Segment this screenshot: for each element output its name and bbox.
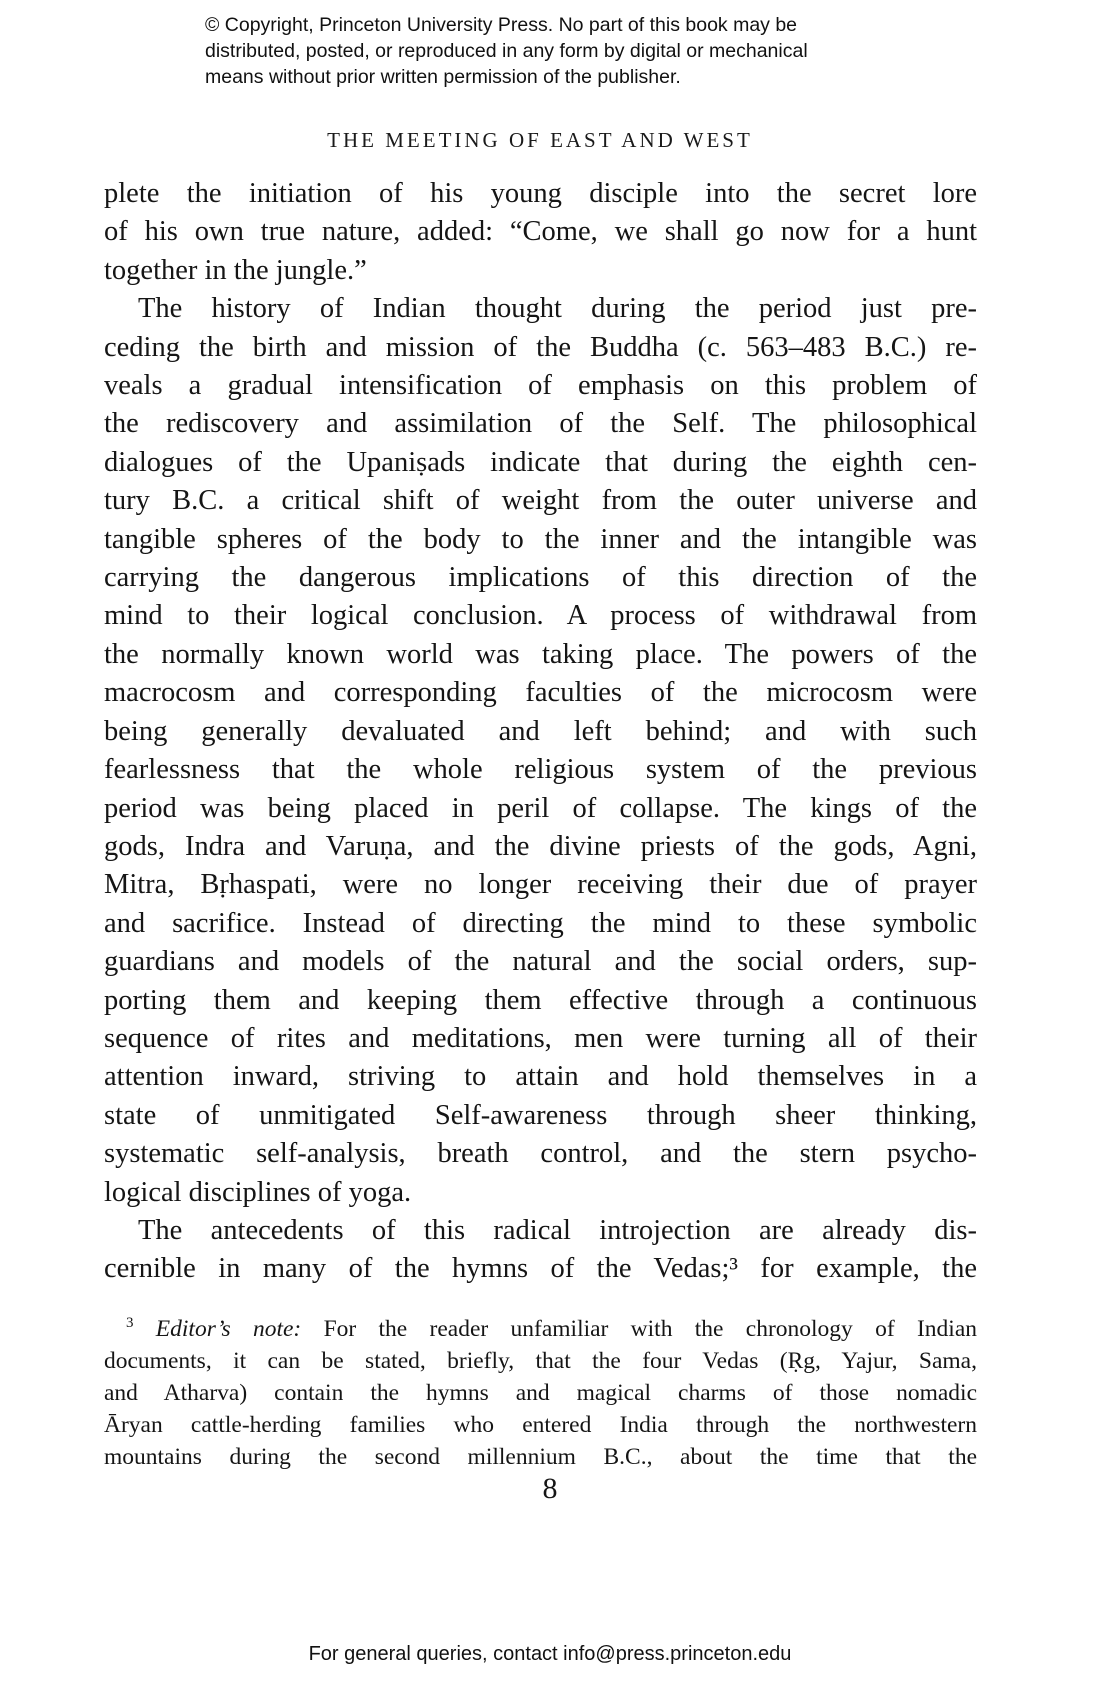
body-text bbox=[104, 175, 977, 1289]
body-line: The antecedents of this radical introjection are already dis- bbox=[138, 1214, 977, 1246]
copyright-line: © Copyright, Princeton University Press. No part of this book may be bbox=[205, 14, 798, 36]
running-head: THE MEETING OF EAST AND WEST bbox=[327, 128, 753, 152]
body-line: guardians and models of the natural and the social orders, sup- bbox=[104, 946, 977, 978]
body-line: the rediscovery and assimilation of the Self. The philosophical bbox=[104, 408, 977, 440]
body-line: sequence of rites and meditations, men were turning all of their bbox=[104, 1022, 977, 1054]
body-line: period was being placed in peril of collapse. The kings of the bbox=[104, 792, 977, 824]
body-line: veals a gradual intensification of emphasis on this problem of bbox=[104, 370, 977, 402]
footnote-line: documents, it can be stated, briefly, that the four Vedas (Ṛg, Yajur, Sama, bbox=[104, 1348, 977, 1374]
page-number: 8 bbox=[542, 1472, 558, 1505]
body-line: Mitra, Bṛhaspati, were no longer receiving their due of prayer bbox=[104, 869, 977, 901]
footnote-line: Āryan cattle-herding families who entered India through the northwestern bbox=[104, 1412, 977, 1438]
body-line: of his own true nature, added: “Come, we shall go now for a hunt bbox=[104, 216, 977, 248]
body-line: gods, Indra and Varuṇa, and the divine priests of the gods, Agni, bbox=[104, 830, 977, 862]
body-line: tangible spheres of the body to the inner and the intangible was bbox=[104, 523, 977, 555]
footnote-label: Editor’s note: bbox=[155, 1316, 302, 1342]
body-line: fearlessness that the whole religious system of the previous bbox=[104, 754, 977, 786]
footnote-line: mountains during the second millennium B.C., about the time that the bbox=[104, 1444, 977, 1470]
body-line: state of unmitigated Self-awareness through sheer thinking, bbox=[104, 1099, 977, 1131]
footnote-first-line bbox=[104, 1313, 977, 1345]
contact-footer: For general queries, contact info@press.princeton.edu bbox=[308, 1643, 792, 1665]
footnote-line: and Atharva) contain the hymns and magical charms of those nomadic bbox=[104, 1380, 977, 1406]
body-line: the normally known world was taking place. The powers of the bbox=[104, 638, 977, 670]
body-line: together in the jungle.” bbox=[104, 254, 367, 286]
body-line: and sacrifice. Instead of directing the mind to these symbolic bbox=[104, 907, 977, 939]
body-line: logical disciplines of yoga. bbox=[104, 1176, 412, 1208]
copyright-line: means without prior written permission of the publisher. bbox=[205, 66, 681, 88]
body-line: porting them and keeping them effective through a continuous bbox=[104, 984, 977, 1016]
footnote-text: For the reader unfamiliar with the chronology of Indian bbox=[323, 1316, 977, 1342]
body-line: macrocosm and corresponding faculties of the microcosm were bbox=[104, 677, 977, 709]
copyright-line: distributed, posted, or reproduced in any form by digital or mechanical bbox=[205, 40, 808, 62]
body-line: attention inward, striving to attain and hold themselves in a bbox=[104, 1061, 977, 1093]
copyright-notice bbox=[205, 12, 965, 90]
body-line: dialogues of the Upaniṣads indicate that during the eighth cen- bbox=[104, 446, 977, 478]
body-line: tury B.C. a critical shift of weight from the outer universe and bbox=[104, 485, 977, 517]
body-line: carrying the dangerous implications of this direction of the bbox=[104, 562, 977, 594]
body-line: systematic self-analysis, breath control, and the stern psycho- bbox=[104, 1138, 977, 1170]
body-line: plete the initiation of his young disciple into the secret lore bbox=[104, 178, 977, 209]
footnote bbox=[104, 1313, 977, 1473]
body-line: mind to their logical conclusion. A process of withdrawal from bbox=[104, 600, 977, 632]
body-line: ceding the birth and mission of the Buddha (c. 563–483 B.C.) re- bbox=[104, 331, 977, 363]
footnote-marker: 3 bbox=[126, 1315, 134, 1332]
body-line: The history of Indian thought during the period just pre- bbox=[138, 293, 977, 325]
body-line: cernible in many of the hymns of the Vedas;³ for example, the bbox=[104, 1253, 977, 1285]
body-line: being generally devaluated and left behind; and with such bbox=[104, 715, 977, 747]
